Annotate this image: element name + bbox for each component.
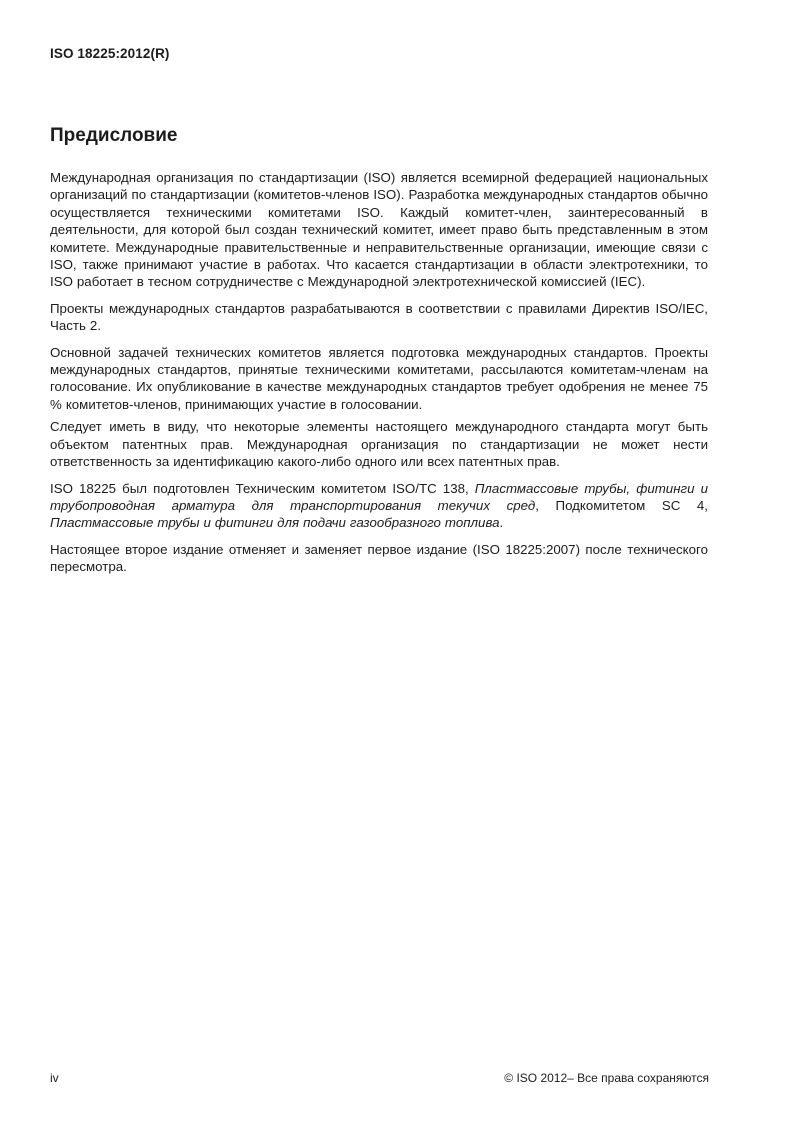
paragraph <box>50 480 708 532</box>
page-number: iv <box>50 1071 59 1085</box>
page-header <box>50 46 170 61</box>
paragraph <box>50 344 708 414</box>
body-paragraphs <box>50 169 708 585</box>
page-title: Предисловие <box>50 125 178 146</box>
paragraph <box>50 418 708 470</box>
paragraph-run: Основной задачей технических комитетов является подготовка международных стандартов. Проекты международных стандартов, принятые техническими комитетами, рассылаются комитетам-членам на голосование. Их опубликование в качестве международных стандартов требует одобрения не менее 75 % комитетов-членов, принимающих участие в голосовании. <box>50 344 708 412</box>
document-reference: ISO 18225:2012(R) <box>50 46 170 61</box>
copyright-notice: © ISO 2012– Все права сохраняются <box>504 1071 709 1085</box>
paragraph-run-italic: Пластмассовые трубы и фитинги для подачи газообразного топлива <box>50 515 500 531</box>
paragraph-run: Настоящее второе издание отменяет и заменяет первое издание (ISO 18225:2007) после технического пересмотра. <box>50 541 708 575</box>
page-footer <box>50 1071 709 1085</box>
paragraph-run: Проекты международных стандартов разрабатываются в соответствии с правилами Директив ISO/IEC, Часть 2. <box>50 300 708 334</box>
paragraph-run: Международная организация по стандартизации (ISO) является всемирной федерацией национальных организаций по стандартизации (комитетов-членов ISO). Разработка международных стандартов обычно осуществляется техническими комитетами ISO. Каждый комитет-член, заинтересованный в деятельности, для которой был создан технический комитет, имеет право быть представленным в этом комитете. Международные правительственные и неправительственные организации, имеющие связи с ISO, также принимают участие в работах. Что касается стандартизации в области электротехники, то ISO работает в тесном сотрудничестве с Международной электротехнической комиссией (IEC). <box>50 170 708 290</box>
paragraph-run: ISO 18225 был подготовлен Техническим комитетом ISO/TC 138, <box>50 480 475 496</box>
paragraph-run: Следует иметь в виду, что некоторые элементы настоящего международного стандарта могут быть объектом патентных прав. Международная организация по стандартизации не может нести ответственность за идентификацию какого-либо одного или всех патентных прав. <box>50 419 708 470</box>
paragraph <box>50 541 708 576</box>
paragraph <box>50 300 708 335</box>
paragraph <box>50 169 708 291</box>
paragraph-run-italic: Пластмассовые трубы, фитинги и трубопроводная арматура для транспортирования текучих сред <box>50 480 708 513</box>
paragraph-run: . <box>499 515 504 531</box>
paragraph-run: , Подкомитетом SC 4, <box>535 497 708 513</box>
